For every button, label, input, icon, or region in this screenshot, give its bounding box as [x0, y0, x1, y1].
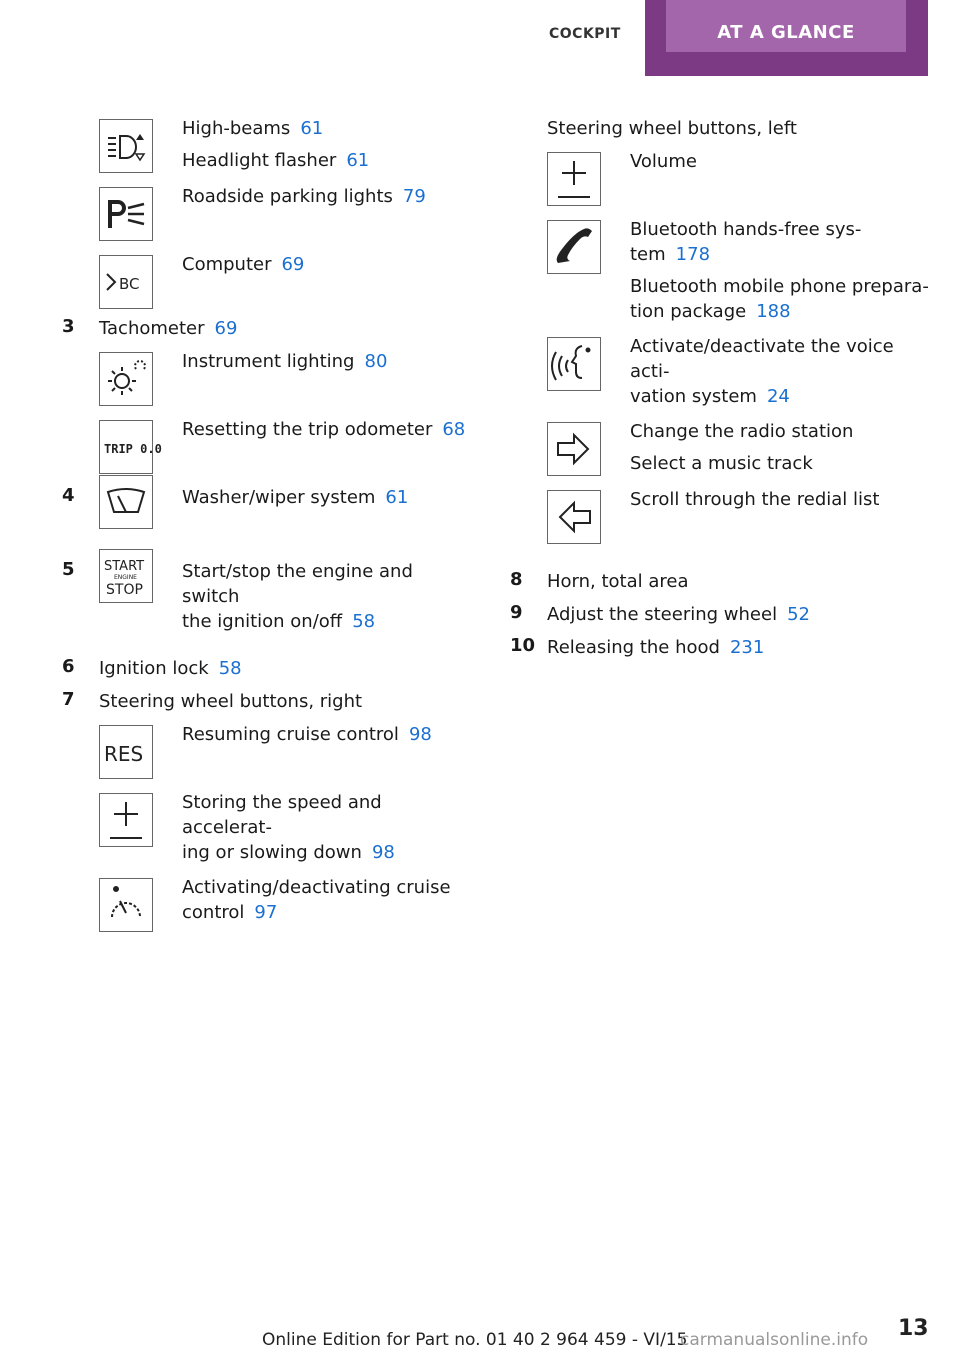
list-item: [62, 485, 472, 543]
item-label: Scroll through the redial list: [630, 489, 880, 510]
watermark: carmanualsonline.info: [680, 1330, 869, 1350]
page-ref-link[interactable]: 61: [346, 150, 370, 171]
item-label: Volume: [630, 151, 697, 172]
cruise-control-icon: [99, 878, 153, 932]
chapter-tab-label: AT A GLANCE: [717, 22, 855, 43]
item-label: Activating/deactivating cruise: [182, 877, 451, 898]
item-label: Releasing the hood: [547, 637, 720, 658]
steering-buttons-left-heading: Steering wheel buttons, left: [547, 118, 797, 139]
trip-reset-icon: [99, 420, 162, 474]
high-beam-icon: [99, 119, 153, 173]
plus-icon: [99, 793, 153, 847]
item-number: 5: [62, 559, 75, 580]
chapter-tab-inner: [666, 0, 906, 52]
page-ref-link[interactable]: 231: [729, 637, 765, 658]
list-item: [510, 602, 930, 635]
arrow-left-icon: [547, 490, 601, 544]
item-label: Bluetooth mobile phone prepara-: [630, 276, 929, 297]
item-label: the ignition on/off: [182, 611, 343, 632]
item-label: Ignition lock: [99, 658, 209, 679]
item-label: tem: [630, 244, 666, 265]
svg-text:BC: BC: [119, 275, 140, 293]
item-label: Activate/deactivate the voice acti-: [630, 336, 894, 382]
page-ref-link[interactable]: 69: [281, 254, 305, 275]
item-label: Instrument lighting: [182, 351, 355, 372]
parking-lights-icon: [99, 187, 153, 241]
item-label: ing or slowing down: [182, 842, 362, 863]
item-label: Computer: [182, 254, 272, 275]
item-number: 6: [62, 656, 75, 677]
item-number: 9: [510, 602, 523, 623]
list-item: [547, 149, 930, 207]
list-item: [62, 689, 472, 722]
phone-icon: [547, 220, 601, 274]
item-label: Headlight flasher: [182, 150, 337, 171]
svg-text:STOP: STOP: [106, 582, 143, 598]
svg-text:START: START: [104, 559, 145, 574]
list-item: [99, 184, 472, 242]
list-item: [62, 656, 472, 689]
list-item: [99, 790, 472, 865]
arrow-right-icon: [547, 422, 601, 476]
item-label: Resuming cruise control: [182, 724, 399, 745]
item-label: Resetting the trip odometer: [182, 419, 433, 440]
item-label: Horn, total area: [547, 571, 689, 592]
item-label: Adjust the steering wheel: [547, 604, 778, 625]
edition-footer: Online Edition for Part no. 01 40 2 964 459 - VI/15: [262, 1330, 688, 1350]
list-item: [62, 316, 472, 349]
list-item: [99, 349, 472, 407]
page-ref-link[interactable]: 69: [214, 318, 238, 339]
item-label: Start/stop the engine and switch: [182, 561, 413, 607]
page-ref-link[interactable]: 98: [371, 842, 395, 863]
item-label: tion package: [630, 301, 747, 322]
start-stop-icon: [99, 549, 153, 603]
page-ref-link[interactable]: 188: [756, 301, 791, 322]
item-number: 8: [510, 569, 523, 590]
list-item: [547, 334, 930, 409]
list-item: [99, 417, 472, 475]
page-ref-link[interactable]: 58: [352, 611, 376, 632]
list-item: [99, 722, 472, 780]
item-label: vation system: [630, 386, 757, 407]
plus-icon: [547, 152, 601, 206]
svg-text:TRIP 0.0: TRIP 0.0: [104, 442, 162, 456]
chapter-tab: [645, 0, 928, 76]
wiper-icon: [99, 475, 153, 529]
page-ref-link[interactable]: 79: [402, 186, 426, 207]
page-ref-link[interactable]: 97: [254, 902, 278, 923]
list-item: [547, 419, 930, 477]
page-ref-link[interactable]: 98: [408, 724, 432, 745]
voice-icon: [547, 337, 601, 391]
right-column: [510, 116, 930, 668]
page-ref-link[interactable]: 80: [364, 351, 388, 372]
computer-bc-icon: [99, 255, 153, 309]
page-number: 13: [898, 1316, 929, 1341]
list-item: [99, 116, 472, 174]
item-number: 3: [62, 316, 75, 337]
section-label: COCKPIT: [549, 26, 621, 42]
res-icon: [99, 725, 153, 779]
svg-text:ENGINE: ENGINE: [114, 574, 137, 581]
item-number: 4: [62, 485, 75, 506]
item-label: Change the radio station: [630, 421, 854, 442]
page-ref-link[interactable]: 61: [385, 487, 409, 508]
item-label: Washer/wiper system: [182, 487, 376, 508]
list-item: [547, 487, 930, 545]
item-number: 7: [62, 689, 75, 710]
page-ref-link[interactable]: 24: [766, 386, 790, 407]
page-ref-link[interactable]: 58: [218, 658, 242, 679]
page-ref-link[interactable]: 178: [675, 244, 711, 265]
item-label: High-beams: [182, 118, 291, 139]
item-label: control: [182, 902, 245, 923]
page-ref-link[interactable]: 68: [442, 419, 466, 440]
item-label: Select a music track: [630, 453, 813, 474]
page-ref-link[interactable]: 52: [787, 604, 810, 625]
item-label: Bluetooth hands-free sys-: [630, 219, 862, 240]
item-number: 10: [510, 635, 536, 656]
item-label: Storing the speed and accelerat-: [182, 792, 382, 838]
list-item: [510, 635, 930, 668]
instrument-lighting-icon: [99, 352, 153, 406]
list-item: [99, 875, 472, 933]
item-label: Roadside parking lights: [182, 186, 393, 207]
list-item: [62, 559, 472, 634]
svg-text:RES: RES: [104, 742, 144, 766]
left-column: [62, 116, 472, 943]
item-label: Tachometer: [99, 318, 205, 339]
list-item: [510, 569, 930, 602]
item-label: Steering wheel buttons, right: [99, 691, 363, 712]
list-item: [547, 217, 930, 324]
list-item: [99, 252, 472, 310]
page-ref-link[interactable]: 61: [300, 118, 324, 139]
